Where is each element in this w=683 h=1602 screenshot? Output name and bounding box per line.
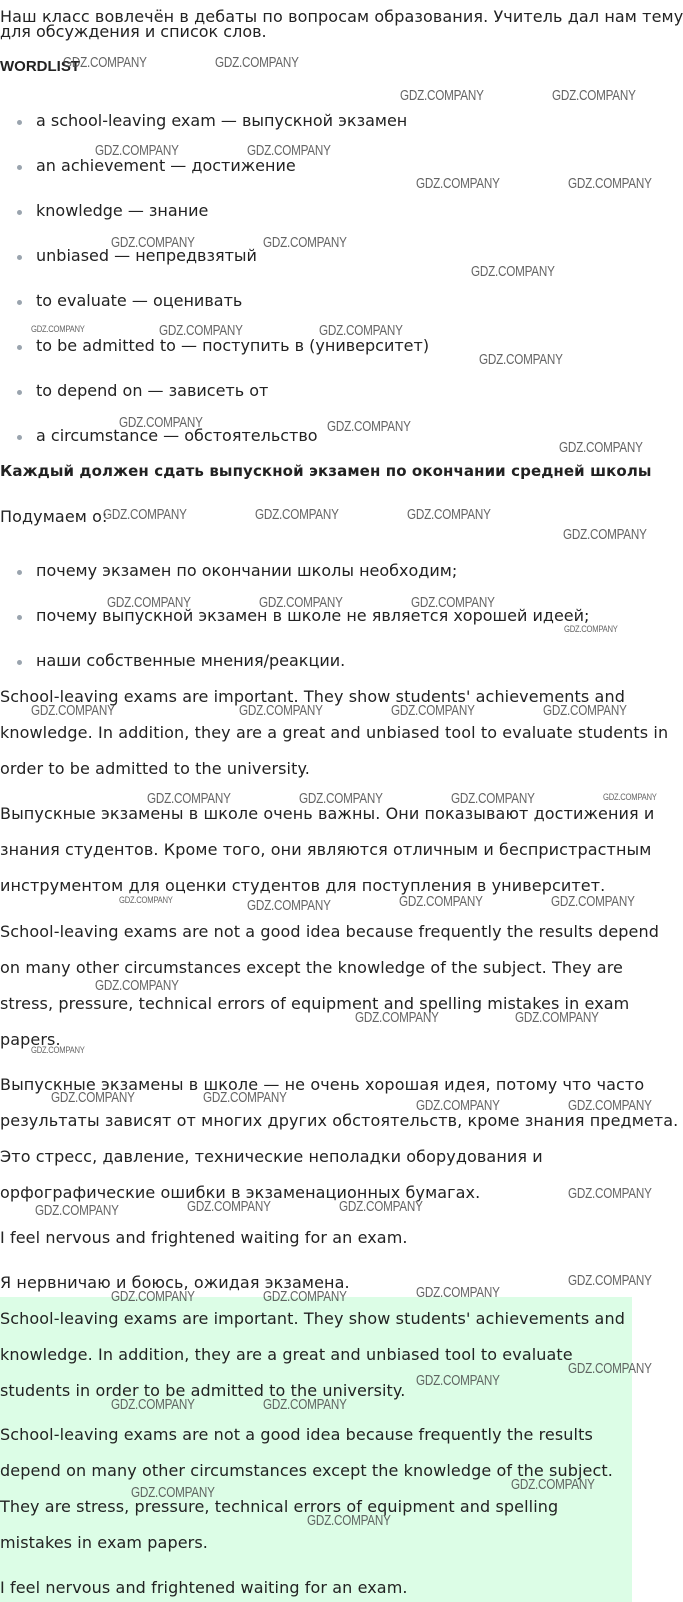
watermark: GDZ.COMPANY	[247, 897, 331, 914]
watermark: GDZ.COMPANY	[255, 506, 339, 523]
paragraph-line: knowledge. In addition, they are a great and unbiased tool to evaluate students in	[0, 723, 669, 742]
watermark: GDZ.COMPANY	[411, 594, 495, 611]
bullet-icon	[17, 165, 22, 170]
watermark: GDZ.COMPANY	[239, 702, 323, 719]
watermark: GDZ.COMPANY	[552, 87, 636, 104]
watermark: GDZ.COMPANY	[159, 322, 243, 339]
watermark: GDZ.COMPANY	[563, 526, 647, 543]
paragraph-line: Выпускные экзамены в школе очень важны. Они показывают достижения и	[0, 804, 655, 823]
bullet-icon	[17, 570, 22, 575]
answer-line: I feel nervous and frightened waiting for an exam.	[0, 1578, 408, 1597]
watermark: GDZ.COMPANY	[111, 1288, 195, 1305]
watermark: GDZ.COMPANY	[95, 977, 179, 994]
watermark: GDZ.COMPANY	[564, 624, 618, 634]
watermark: GDZ.COMPANY	[339, 1198, 423, 1215]
watermark: GDZ.COMPANY	[307, 1512, 391, 1529]
watermark: GDZ.COMPANY	[215, 54, 299, 71]
paragraph-line: Выпускные экзамены в школе — не очень хорошая идея, потому что часто	[0, 1075, 645, 1094]
paragraph-line: знания студентов. Кроме того, они являются отличным и беспристрастным	[0, 840, 652, 859]
paragraph-line: stress, pressure, technical errors of equipment and spelling mistakes in exam	[0, 994, 630, 1013]
intro-cut-line: для обсуждения и список слов.	[0, 22, 267, 41]
watermark: GDZ.COMPANY	[407, 506, 491, 523]
bullet-icon	[17, 120, 22, 125]
watermark: GDZ.COMPANY	[247, 142, 331, 159]
watermark: GDZ.COMPANY	[147, 790, 231, 807]
watermark: GDZ.COMPANY	[511, 1476, 595, 1493]
watermark: GDZ.COMPANY	[119, 414, 203, 431]
watermark: GDZ.COMPANY	[259, 594, 343, 611]
answer-line: knowledge. In addition, they are a great and unbiased tool to evaluate	[0, 1345, 573, 1364]
answer-line: students in order to be admitted to the university.	[0, 1381, 406, 1400]
wordlist-heading: WORDLIST	[0, 58, 80, 75]
paragraph-line: орфографические ошибки в экзаменационных бумагах.	[0, 1183, 481, 1202]
bullet-icon	[17, 435, 22, 440]
bullet-icon	[17, 210, 22, 215]
watermark: GDZ.COMPANY	[31, 702, 115, 719]
intro-sentence: Наш класс вовлечён в дебаты по вопросам образования. Учитель дал нам тему	[0, 7, 683, 26]
bullet-icon	[17, 300, 22, 305]
watermark: GDZ.COMPANY	[107, 594, 191, 611]
watermark: GDZ.COMPANY	[391, 702, 475, 719]
watermark: GDZ.COMPANY	[568, 175, 652, 192]
watermark: GDZ.COMPANY	[416, 175, 500, 192]
answer-line: School-leaving exams are not a good idea because frequently the results	[0, 1425, 593, 1444]
watermark: GDZ.COMPANY	[451, 790, 535, 807]
watermark: GDZ.COMPANY	[399, 893, 483, 910]
watermark: GDZ.COMPANY	[559, 439, 643, 456]
watermark: GDZ.COMPANY	[327, 418, 411, 435]
watermark: GDZ.COMPANY	[263, 1396, 347, 1413]
watermark: GDZ.COMPANY	[515, 1009, 599, 1026]
watermark: GDZ.COMPANY	[35, 1202, 119, 1219]
bullet-icon	[17, 345, 22, 350]
paragraph-line: School-leaving exams are important. They show students' achievements and	[0, 687, 625, 706]
paragraph-line: papers.	[0, 1030, 61, 1049]
watermark: GDZ.COMPANY	[95, 142, 179, 159]
watermark: GDZ.COMPANY	[51, 1089, 135, 1106]
watermark: GDZ.COMPANY	[568, 1097, 652, 1114]
answer-line: depend on many other circumstances except the knowledge of the subject.	[0, 1461, 613, 1480]
watermark: GDZ.COMPANY	[111, 1396, 195, 1413]
paragraph-line: Это стресс, давление, технические неполадки оборудования и	[0, 1147, 543, 1166]
watermark: GDZ.COMPANY	[568, 1360, 652, 1377]
watermark: GDZ.COMPANY	[119, 895, 173, 905]
watermark: GDZ.COMPANY	[416, 1284, 500, 1301]
watermark: GDZ.COMPANY	[543, 702, 627, 719]
watermark: GDZ.COMPANY	[31, 324, 85, 334]
watermark: GDZ.COMPANY	[299, 790, 383, 807]
paragraph-line: order to be admitted to the university.	[0, 759, 310, 778]
watermark: GDZ.COMPANY	[416, 1097, 500, 1114]
watermark: GDZ.COMPANY	[187, 1198, 271, 1215]
bullet-icon	[17, 615, 22, 620]
watermark: GDZ.COMPANY	[603, 792, 657, 802]
answer-line: School-leaving exams are important. They show students' achievements and	[0, 1309, 625, 1328]
watermark: GDZ.COMPANY	[551, 893, 635, 910]
watermark: GDZ.COMPANY	[416, 1372, 500, 1389]
topic-title: Каждый должен сдать выпускной экзамен по окончании средней школы	[0, 462, 652, 480]
paragraph-line: Я нервничаю и боюсь, ожидая экзамена.	[0, 1273, 350, 1292]
watermark: GDZ.COMPANY	[31, 1045, 85, 1055]
watermark: GDZ.COMPANY	[263, 234, 347, 251]
bullet-icon	[17, 255, 22, 260]
watermark: GDZ.COMPANY	[263, 1288, 347, 1305]
watermark: GDZ.COMPANY	[103, 506, 187, 523]
watermark: GDZ.COMPANY	[63, 54, 147, 71]
paragraph-line: School-leaving exams are not a good idea because frequently the results depend	[0, 922, 659, 941]
watermark: GDZ.COMPANY	[111, 234, 195, 251]
watermark: GDZ.COMPANY	[319, 322, 403, 339]
watermark: GDZ.COMPANY	[203, 1089, 287, 1106]
answer-line: mistakes in exam papers.	[0, 1533, 208, 1552]
watermark: GDZ.COMPANY	[355, 1009, 439, 1026]
paragraph-line: I feel nervous and frightened waiting for an exam.	[0, 1228, 408, 1247]
watermark: GDZ.COMPANY	[568, 1185, 652, 1202]
bullet-icon	[17, 660, 22, 665]
watermark: GDZ.COMPANY	[400, 87, 484, 104]
watermark: GDZ.COMPANY	[471, 263, 555, 280]
paragraph-line: инструментом для оценки студентов для поступления в университет.	[0, 876, 606, 895]
watermark: GDZ.COMPANY	[479, 351, 563, 368]
watermark: GDZ.COMPANY	[131, 1484, 215, 1501]
paragraph-line: on many other circumstances except the knowledge of the subject. They are	[0, 958, 623, 977]
paragraph-line: результаты зависят от многих других обстоятельств, кроме знания предмета.	[0, 1111, 679, 1130]
watermark: GDZ.COMPANY	[568, 1272, 652, 1289]
answer-block	[0, 1297, 632, 1602]
answer-line: They are stress, pressure, technical errors of equipment and spelling	[0, 1497, 559, 1516]
bullet-icon	[17, 390, 22, 395]
think-label: Подумаем о:	[0, 507, 108, 526]
